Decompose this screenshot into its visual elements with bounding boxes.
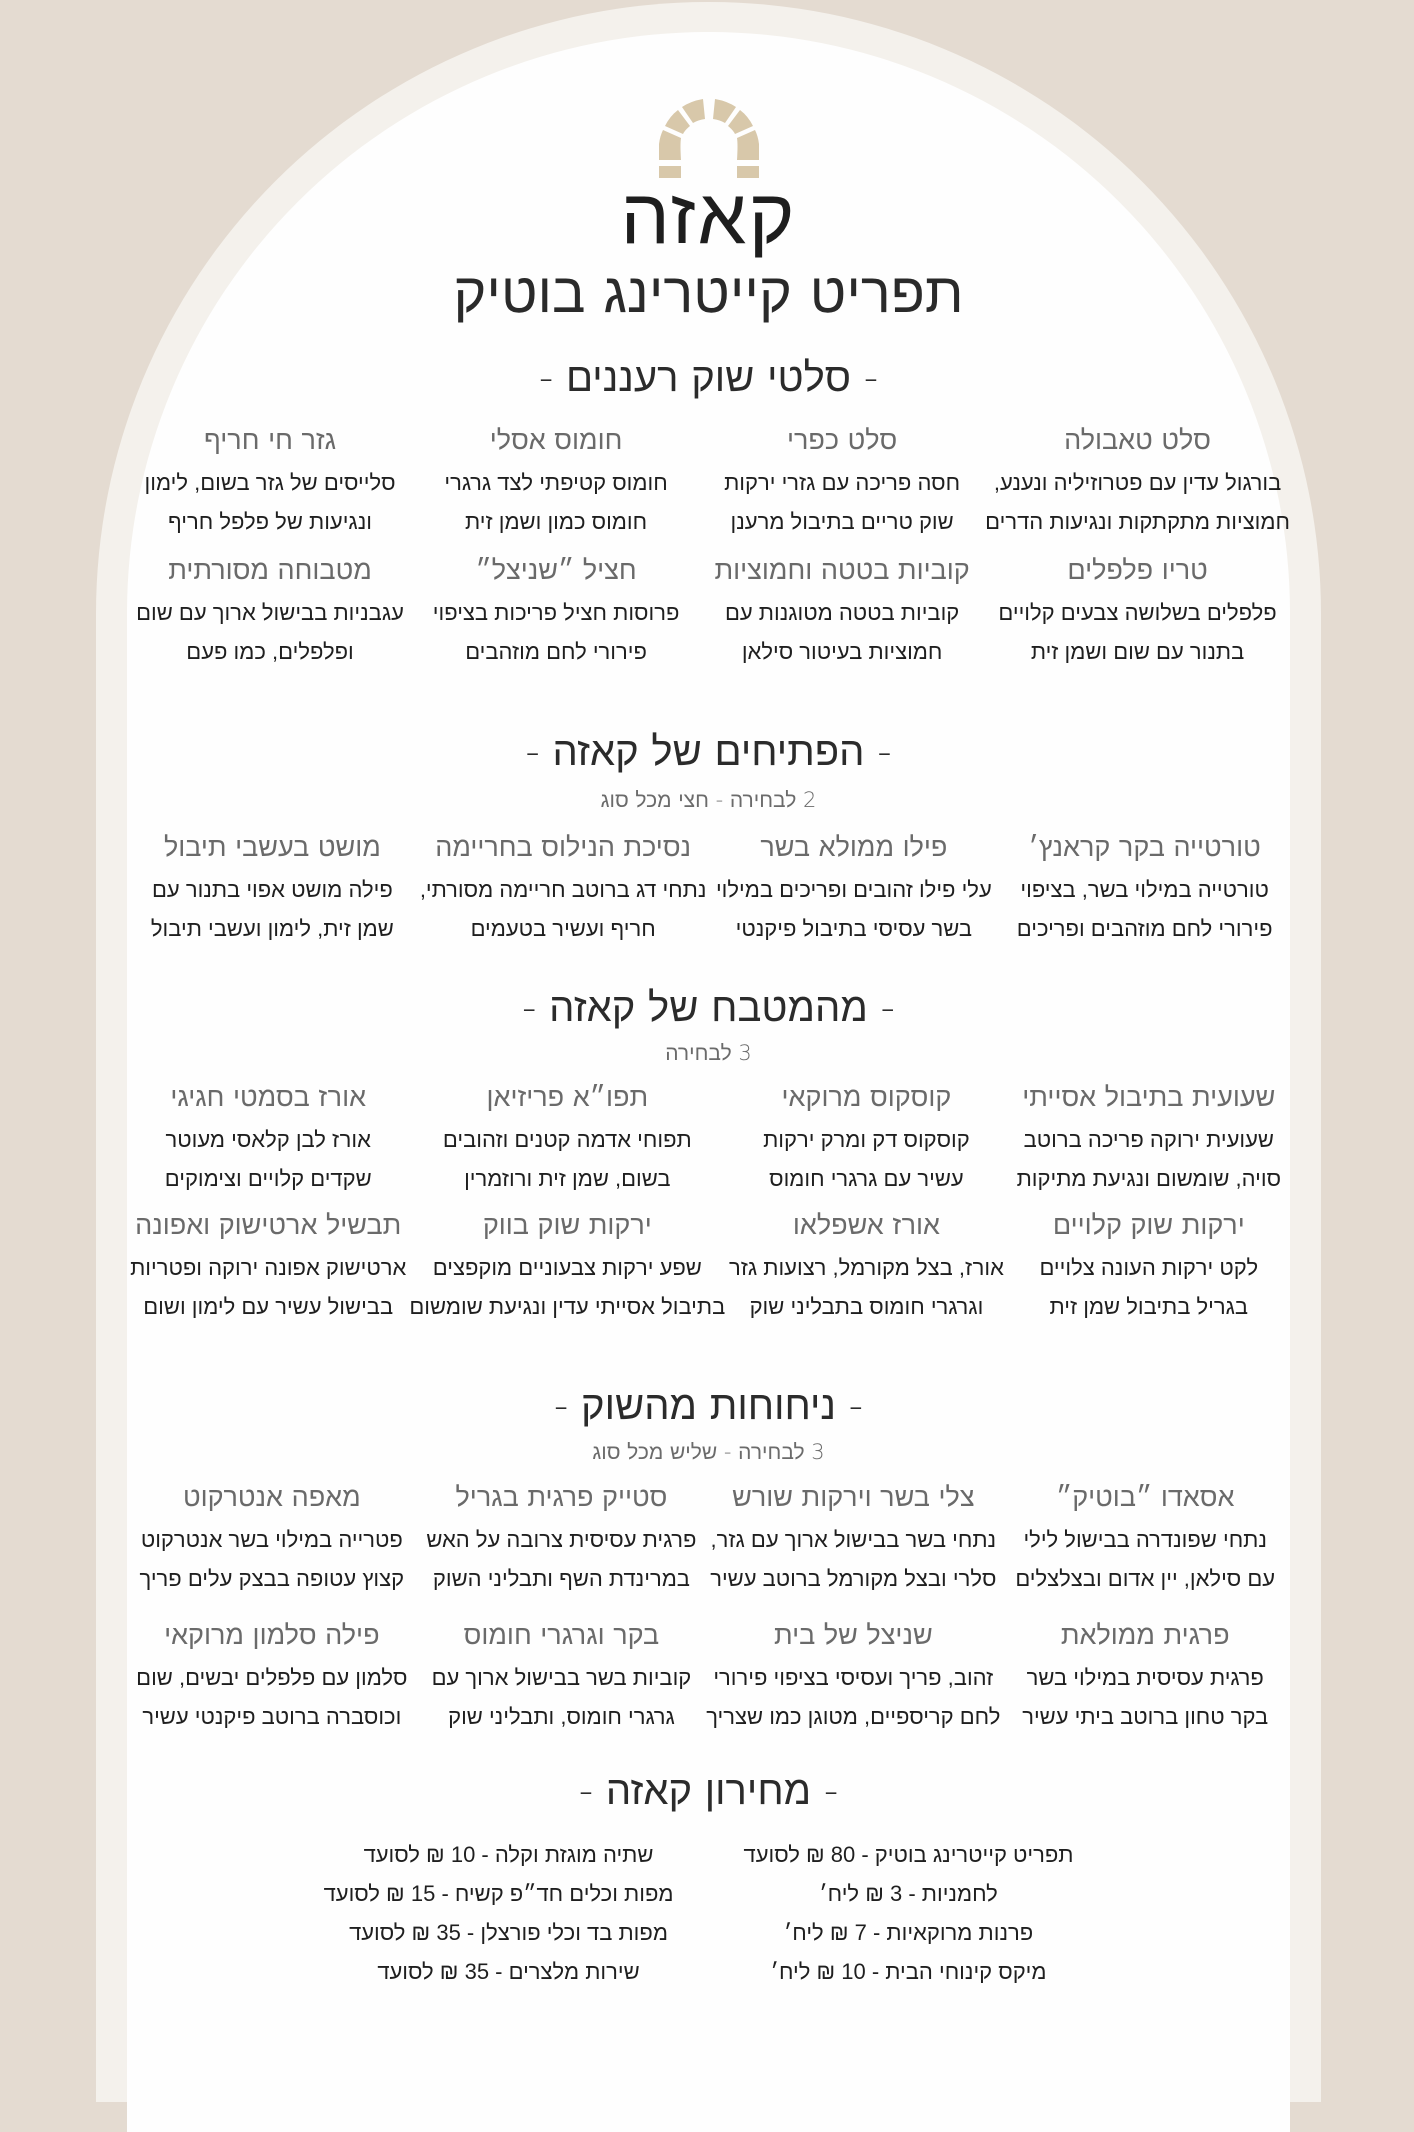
menu-item: [706, 1620, 1000, 1736]
item-description: תפוחי אדמה קטנים וזהובים בשום, שמן זית ורוזמרין: [442, 1127, 692, 1191]
salads-grid: [127, 425, 1290, 671]
item-description: פלפלים בשלושה צבעים קלויים בתנור עם שום ושמן זית: [998, 600, 1277, 664]
item-name: אורז בסמטי חגיגי: [170, 1082, 367, 1113]
menu-item: [1000, 1482, 1290, 1598]
menu-item: [725, 1210, 1007, 1326]
menu-item: [127, 1210, 409, 1326]
price-line: לחמניות - 3 ₪ ליח׳: [819, 1881, 998, 1906]
item-name: חציל ״שניצל״: [475, 555, 637, 586]
menu-item: [409, 1082, 725, 1198]
item-name: סלט כפרי: [786, 425, 898, 456]
section-subtitle-starters: 2 לבחירה - חצי מכל סוג: [600, 788, 817, 812]
section-title-pricing: - מחירון קאזה -: [578, 1768, 839, 1814]
item-name: סטייק פרגית בגריל: [455, 1482, 668, 1513]
price-line: מיקס קינוחי הבית - 10 ₪ ליח׳: [770, 1959, 1047, 1984]
item-name: צלי בשר וירקות שורש: [732, 1482, 975, 1513]
menu-item: [413, 555, 699, 671]
item-name: נסיכת הנילוס בחריימה: [435, 832, 692, 863]
menu-item: [417, 1482, 707, 1598]
item-description: סלייסים של גזר בשום, לימון ונגיעות של פלפל חריף: [144, 470, 396, 534]
price-line: מפות בד וכלי פורצלן - 35 ₪ לסועד: [349, 1920, 668, 1945]
item-description: עלי פילו זהובים ופריכים במילוי בשר עסיסי בתיבול פיקנטי: [715, 877, 992, 941]
item-description: פטרייה במילוי בשר אנטרקוט קצוץ עטופה בבצק עלים פריך: [139, 1527, 405, 1591]
kitchen-grid: [127, 1082, 1290, 1326]
section-subtitle-kitchen: 3 לבחירה: [665, 1041, 752, 1065]
item-description: קוביות בשר בבישול ארוך עם גרגרי חומוס, ותבליני שוק: [431, 1665, 692, 1729]
item-name: טורטייה בקר קראנץ׳: [1028, 832, 1261, 863]
menu-item: [985, 425, 1290, 541]
menu-item: [127, 1482, 417, 1598]
item-name: פילה סלמון מרוקאי: [164, 1620, 380, 1651]
item-description: חסה פריכה עם גזרי ירקות שוק טריים בתיבול מרענן: [724, 470, 961, 534]
item-description: נתחי בשר בבישול ארוך עם גזר, סלרי ובצל מקורמל ברוטב עשיר: [710, 1527, 997, 1591]
price-list: [127, 1835, 1290, 1991]
item-name: אסאדו ״בוטיק״: [1055, 1482, 1235, 1513]
item-description: קוביות בטטה מטוגנות עם חמוציות בעיטור סילאן: [724, 600, 960, 664]
menu-item: [985, 555, 1290, 671]
menu-item: [1000, 1620, 1290, 1736]
item-name: חומוס אסלי: [489, 425, 623, 456]
item-description: עגבניות בבישול ארוך עם שום ופלפלים, כמו פעם: [136, 600, 404, 664]
item-description: אורז לבן קלאסי מעוטר שקדים קלויים וצימוקים: [164, 1127, 372, 1191]
menu-item: [1008, 1082, 1290, 1198]
item-description: שפע ירקות צבעוניים מוקפצים בתיבול אסייתי עדין ונגיעת שומשום: [409, 1255, 726, 1319]
menu-item: [413, 425, 699, 541]
item-name: בקר וגרגרי חומוס: [463, 1620, 660, 1651]
menu-item: [127, 1082, 409, 1198]
item-description: שעועית ירוקה פריכה ברוטב סויה, שומשום ונגיעת מתיקות: [1016, 1127, 1282, 1191]
menu-tagline: תפריט קייטרינג בוטיק: [453, 261, 964, 326]
item-description: טורטייה במילוי בשר, בציפוי פירורי לחם מוזהבים ופריכים: [1016, 877, 1273, 941]
price-line: שירות מלצרים - 35 ₪ לסועד: [377, 1959, 640, 1984]
item-description: אורז, בצל מקורמל, רצועות גזר וגרגרי חומוס בתבליני שוק: [728, 1255, 1004, 1319]
item-description: פרוסות חציל פריכות בציפוי פירורי לחם מוזהבים: [432, 600, 680, 664]
item-description: ארטישוק אפונה ירוקה ופטריות בבישול עשיר עם לימון ושום: [130, 1255, 407, 1319]
section-title-salads: - סלטי שוק רעננים -: [538, 355, 879, 401]
price-line: פרנות מרוקאיות - 7 ₪ ליח׳: [783, 1920, 1034, 1945]
menu-item: [127, 1620, 417, 1736]
menu-item: [699, 425, 985, 541]
menu-item: [706, 1482, 1000, 1598]
menu-item: [725, 1082, 1007, 1198]
item-name: ירקות שוק בווק: [482, 1210, 652, 1241]
section-title-kitchen: - מהמטבח של קאזה -: [522, 985, 895, 1031]
item-name: טריו פלפלים: [1067, 555, 1208, 586]
item-description: בורגול עדין עם פטרוזיליה ונענע, חמוציות מתקתקות ונגיעות הדרים: [985, 470, 1290, 534]
menu-item: [409, 1210, 725, 1326]
item-description: פרגית עסיסית במילוי בשר בקר טחון ברוטב ביתי עשיר: [1022, 1665, 1269, 1729]
price-line: מפות וכלים חד״פ קשיח - 15 ₪ לסועד: [323, 1881, 674, 1906]
item-description: פילה מושט אפוי בתנור עם שמן זית, לימון ועשבי תיבול: [150, 877, 394, 941]
menu-item: [127, 555, 413, 671]
price-column-right: [744, 1835, 1074, 1991]
item-name: אורז אשפלאו: [792, 1210, 940, 1241]
starters-grid: [127, 832, 1290, 948]
item-name: סלט טאבולה: [1064, 425, 1211, 456]
item-name: גזר חי חריף: [204, 425, 337, 456]
item-name: פרגית ממולאת: [1060, 1620, 1230, 1651]
item-description: סלמון עם פלפלים יבשים, שום וכוסברה ברוטב פיקנטי עשיר: [136, 1665, 408, 1729]
menu-item: [127, 832, 418, 948]
item-description: קוסקוס דק ומרק ירקות עשיר עם גרגרי חומוס: [763, 1127, 970, 1191]
item-name: שניצל של בית: [773, 1620, 933, 1651]
item-name: תבשיל ארטישוק ואפונה: [135, 1210, 402, 1241]
section-subtitle-mains: 3 לבחירה - שליש מכל סוג: [592, 1440, 825, 1464]
price-line: תפריט קייטרינג בוטיק - 80 ₪ לסועד: [743, 1842, 1074, 1867]
mains-grid: [127, 1482, 1290, 1736]
brand-name: קאזה: [620, 172, 797, 262]
item-description: זהוב, פריך ועסיסי בציפוי פירורי לחם קריספיים, מטוגן כמו שצריך: [706, 1665, 1001, 1729]
item-name: קוביות בטטה וחמוציות: [714, 555, 970, 586]
item-name: מטבוחה מסורתית: [168, 555, 372, 586]
item-description: פרגית עסיסית צרובה על האש במרינדת השף ותבליני השוק: [426, 1527, 697, 1591]
item-name: תפו״א פריזיאן: [486, 1082, 649, 1113]
menu-item: [709, 832, 1000, 948]
menu-item: [417, 1620, 707, 1736]
arch-icon: [659, 92, 759, 178]
item-description: לקט ירקות העונה צלויים בגריל בתיבול שמן זית: [1039, 1255, 1259, 1319]
item-name: פילו ממולא בשר: [760, 832, 948, 863]
menu-item: [127, 425, 413, 541]
menu-item: [699, 555, 985, 671]
item-name: ירקות שוק קלויים: [1052, 1210, 1245, 1241]
price-column-left: [323, 1835, 674, 1991]
item-description: חומוס קטיפתי לצד גרגרי חומוס כמון ושמן זית: [444, 470, 668, 534]
item-description: נתחי שפונדרה בבישול לילי עם סילאן, יין אדום ובצלצלים: [1015, 1527, 1276, 1591]
menu-item: [418, 832, 709, 948]
item-name: קוסקוס מרוקאי: [781, 1082, 952, 1113]
item-description: נתחי דג ברוטב חריימה מסורתי, חריף ועשיר בטעמים: [419, 877, 707, 941]
menu-item: [1008, 1210, 1290, 1326]
section-title-starters: - הפתיחים של קאזה -: [525, 729, 892, 775]
section-title-mains: - ניחוחות מהשוק -: [553, 1383, 864, 1429]
item-name: מאפה אנטרקוט: [182, 1482, 361, 1513]
menu-item: [999, 832, 1290, 948]
item-name: שעועית בתיבול אסייתי: [1022, 1082, 1276, 1113]
menu-page: [127, 0, 1290, 2000]
item-name: מושט בעשבי תיבול: [163, 832, 381, 863]
price-line: שתיה מוגזת וקלה - 10 ₪ לסועד: [363, 1842, 654, 1867]
